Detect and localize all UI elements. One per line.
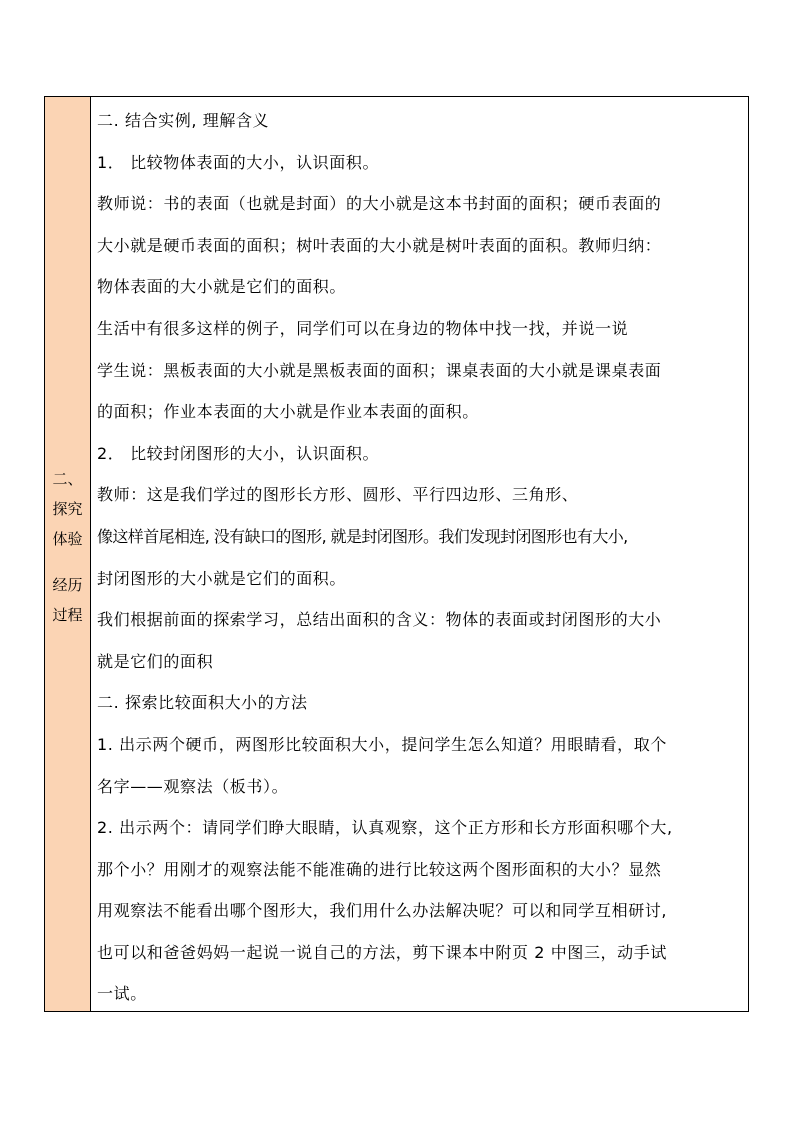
content-line: 大小就是硬币表面的面积；树叶表面的大小就是树叶表面的面积。教师归纳： xyxy=(97,235,662,255)
content-line: 名字——观察法（板书）。 xyxy=(97,776,289,796)
lesson-content-cell xyxy=(91,97,748,1011)
content-line: 就是它们的面积 xyxy=(97,651,214,671)
lesson-table xyxy=(44,96,749,1012)
content-line: 生活中有很多这样的例子，同学们可以在身边的物体中找一找，并说一说 xyxy=(97,318,629,338)
content-line: 用观察法不能看出哪个图形大，我们用什么办法解决呢？可以和同学互相研讨, xyxy=(97,901,668,921)
content-line: 2. 出示两个：请同学们睁大眼睛，认真观察，这个正方形和长方形面积哪个大, xyxy=(97,818,673,838)
content-line: 一试。 xyxy=(97,984,147,1004)
section-label-line: 经历 xyxy=(52,576,83,594)
content-line: 那个小？用刚才的观察法能不能准确的进行比较这两个图形面积的大小？显然 xyxy=(97,859,662,879)
content-line: 像这样首尾相连, 没有缺口的图形, 就是封闭图形。我们发现封闭图形也有大小, xyxy=(97,526,628,546)
content-line: 物体表面的大小就是它们的面积。 xyxy=(97,277,347,297)
section-label-line: 探究 xyxy=(52,500,83,518)
content-line: 学生说：黑板表面的大小就是黑板表面的面积；课桌表面的大小就是课桌表面 xyxy=(97,360,662,380)
section-label-cell xyxy=(45,97,91,1011)
content-line: 1. 出示两个硬币，两图形比较面积大小，提问学生怎么知道？用眼睛看，取个 xyxy=(97,734,667,754)
content-line: 的面积；作业本表面的大小就是作业本表面的面积。 xyxy=(97,402,479,422)
content-line: 1． 比较物体表面的大小，认识面积。 xyxy=(97,152,380,172)
content-line: 我们根据前面的探索学习，总结出面积的含义：物体的表面或封闭图形的大小 xyxy=(97,610,662,630)
content-line: 二. 结合实例, 理解含义 xyxy=(97,111,270,130)
section-label-gap xyxy=(45,554,90,570)
section-label-line: 过程 xyxy=(52,606,83,624)
section-label xyxy=(45,464,90,630)
content-line: 2． 比较封闭图形的大小，认识面积。 xyxy=(97,443,380,463)
content-line: 教师：这是我们学过的图形长方形、圆形、平行四边形、三角形、 xyxy=(97,485,579,505)
content-line: 教师说：书的表面（也就是封面）的大小就是这本书封面的面积；硬币表面的 xyxy=(97,194,662,214)
section-label-line: 二、 xyxy=(52,470,83,488)
content-line: 也可以和爸爸妈妈一起说一说自己的方法，剪下课本中附页 2 中图三，动手试 xyxy=(97,942,667,962)
section-label-line: 体验 xyxy=(52,530,83,548)
content-line: 封闭图形的大小就是它们的面积。 xyxy=(97,568,347,588)
content-line: 二. 探索比较面积大小的方法 xyxy=(97,693,308,713)
